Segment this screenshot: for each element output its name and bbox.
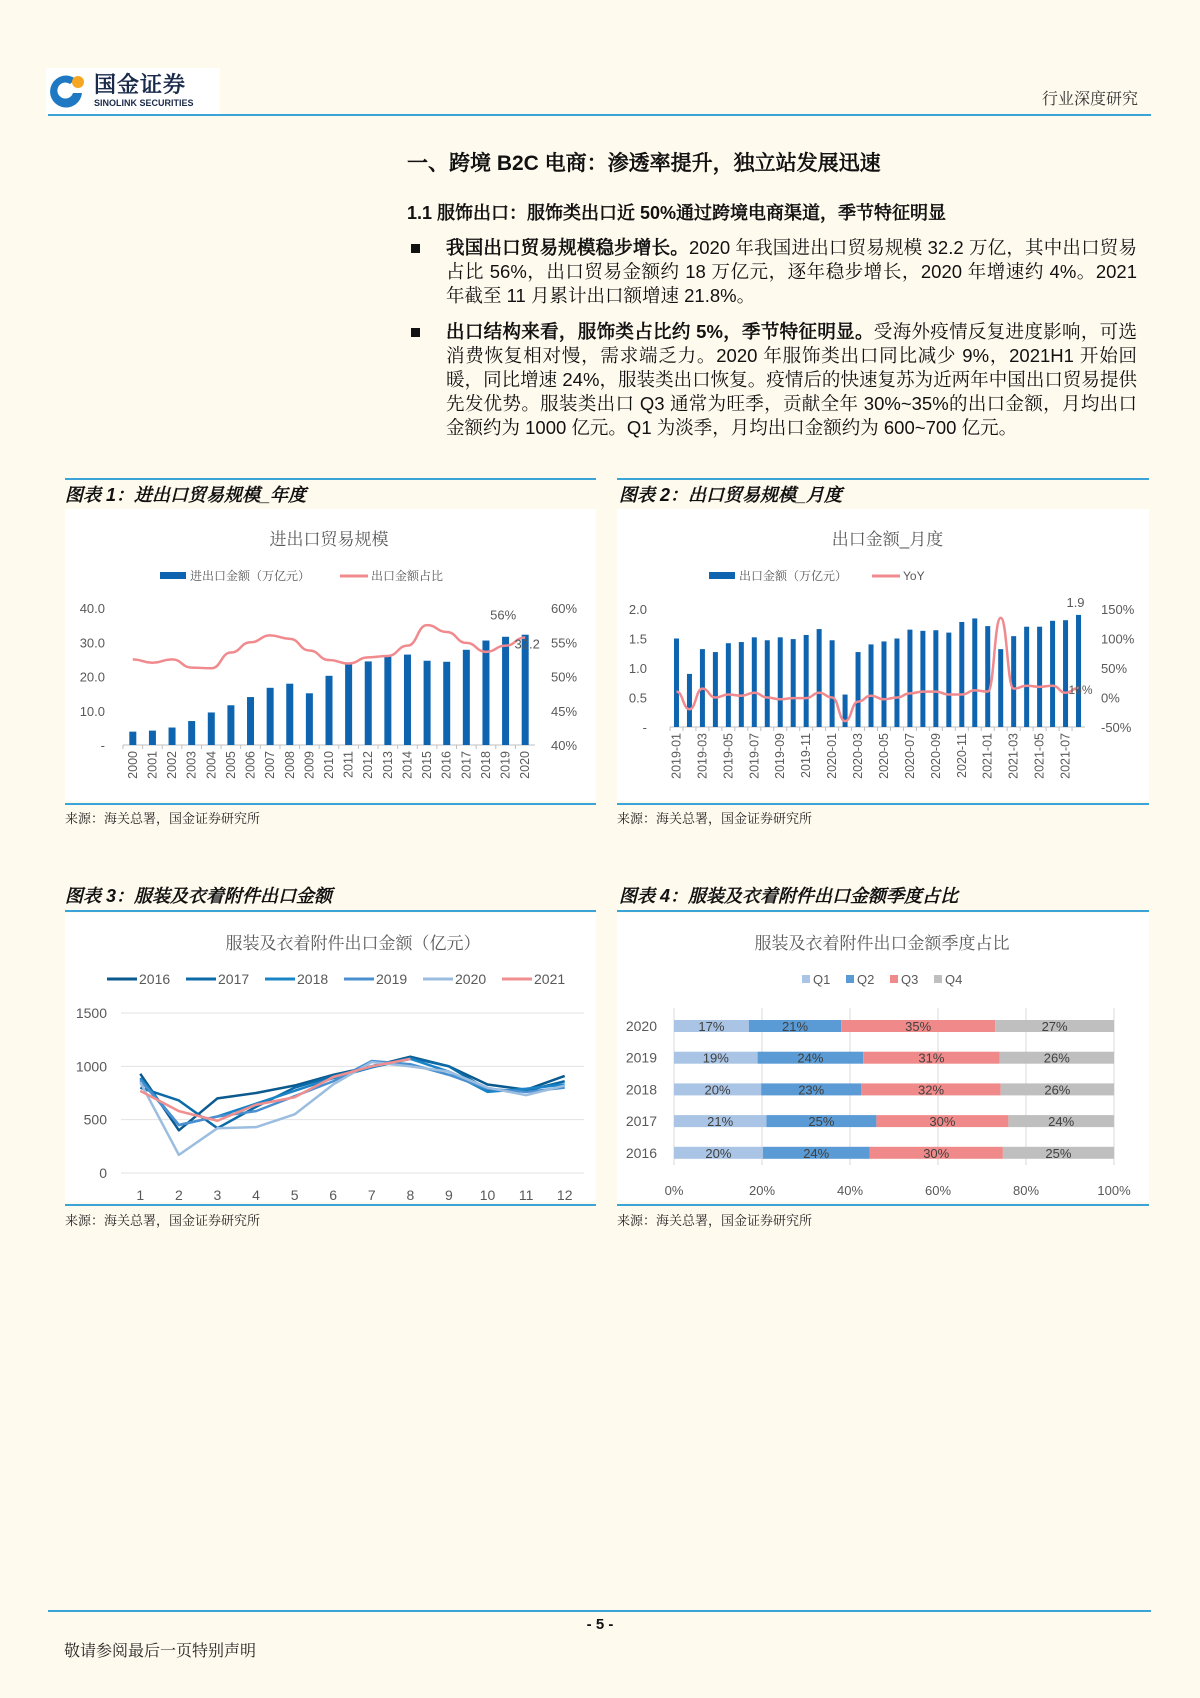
- data-label: 30%: [923, 1145, 950, 1161]
- bar: [188, 721, 195, 745]
- bullet-lead: 出口结构来看，服饰类占比约 5%，季节特征明显。: [446, 321, 874, 342]
- legend-label: 出口金额（万亿元）: [739, 569, 848, 583]
- y2-tick-label: 150%: [1101, 602, 1135, 617]
- bar: [384, 657, 391, 745]
- bullet-lead: 我国出口贸易规模稳步增长。: [446, 237, 689, 258]
- bar: [424, 661, 431, 745]
- y-tick-label: 30.0: [79, 635, 105, 651]
- x-tick-label: 2000: [125, 751, 140, 779]
- bar: [674, 639, 679, 728]
- figure-1-chart: [65, 509, 596, 801]
- bar: [946, 633, 951, 727]
- bar: [830, 640, 835, 727]
- bar: [1024, 627, 1029, 727]
- bar: [443, 662, 450, 745]
- y2-tick-label: 50%: [1101, 661, 1128, 676]
- figure-3-label: 图表 3：服装及衣着附件出口金额: [65, 886, 333, 906]
- bar: [920, 631, 925, 727]
- figure-1-top-rule: [65, 478, 596, 480]
- logo-mark-icon: [48, 71, 88, 111]
- bar: [208, 712, 215, 745]
- x-tick-label: 2020-11: [954, 733, 969, 778]
- legend-label: 2021: [534, 971, 566, 987]
- data-label: 20%: [705, 1145, 732, 1161]
- x-tick-label: 2020-09: [928, 733, 943, 779]
- figure-4-label: 图表 4：服装及衣着附件出口金额季度占比: [619, 886, 959, 906]
- x-tick-label: 2019-03: [695, 733, 710, 779]
- y-tick-label: 2019: [625, 1049, 657, 1066]
- y2-tick-label: 40%: [551, 738, 578, 753]
- x-tick-label: 0%: [664, 1183, 684, 1198]
- x-tick-label: 2007: [263, 751, 278, 779]
- bar: [247, 697, 254, 745]
- series-line-2018: [140, 1059, 564, 1125]
- bar: [1076, 615, 1081, 727]
- y-tick-label: 2017: [625, 1113, 657, 1130]
- bar: [726, 643, 731, 727]
- legend-label: 2016: [139, 971, 171, 987]
- figure-2-chart: [617, 509, 1149, 801]
- y-tick-label: 20.0: [79, 669, 105, 685]
- x-tick-label: 2020-05: [876, 733, 891, 779]
- x-tick-label: 9: [445, 1187, 453, 1202]
- data-label: 20%: [704, 1082, 731, 1098]
- data-label: 16%: [1068, 683, 1093, 698]
- bar: [463, 650, 470, 745]
- y-tick-label: 1500: [75, 1005, 107, 1021]
- figure-3-top-rule: [65, 910, 596, 912]
- x-tick-label: 2013: [380, 751, 395, 779]
- report-type: 行业深度研究: [1041, 89, 1138, 108]
- figure-1-bottom-rule: [65, 803, 596, 805]
- data-label: 32%: [918, 1082, 945, 1098]
- chart-2-svg: [617, 509, 1149, 801]
- data-label: 26%: [1043, 1050, 1070, 1066]
- bar: [129, 732, 136, 745]
- bar: [765, 640, 770, 727]
- y-tick-label: 1.5: [628, 631, 647, 647]
- x-tick-label: 3: [213, 1187, 222, 1202]
- figure-2-bottom-rule: [617, 803, 1149, 805]
- figure-2-top-rule: [617, 478, 1149, 480]
- x-tick-label: 2020: [518, 751, 533, 779]
- y-tick-label: 2020: [625, 1018, 657, 1034]
- x-tick-label: 1: [136, 1187, 145, 1202]
- data-label: 31%: [918, 1050, 945, 1066]
- x-tick-label: 6: [329, 1187, 338, 1202]
- x-tick-label: 40%: [836, 1183, 864, 1198]
- bar: [752, 637, 757, 727]
- bar: [998, 649, 1003, 727]
- bar: [959, 622, 964, 727]
- x-tick-label: 2019-11: [799, 733, 814, 778]
- x-tick-label: 11: [518, 1187, 534, 1202]
- legend-label: 2018: [297, 971, 329, 987]
- section-title: 一、跨境 B2C 电商：渗透率提升，独立站发展迅速: [407, 152, 881, 175]
- y-tick-label: 2016: [625, 1144, 657, 1161]
- y-tick-label: 40.0: [79, 601, 105, 616]
- bullet-text: 2020 年我国进出口贸易规模 32.2 万亿，其中出口贸易占比 56%，出口贸易金额约 18 万亿元，逐年稳步增长，2020 年增速约 4%。2021 年截至 11 月累计出口额增速 21.8%。: [446, 237, 1137, 306]
- x-tick-label: 2001: [145, 751, 160, 779]
- bar: [286, 684, 293, 745]
- data-label: 1.9: [1066, 594, 1085, 610]
- y2-tick-label: 50%: [551, 669, 578, 685]
- bar: [326, 676, 333, 745]
- y2-tick-label: 100%: [1101, 631, 1135, 647]
- x-tick-label: 12: [556, 1187, 573, 1202]
- data-label: 24%: [1048, 1114, 1075, 1130]
- x-tick-label: 2020-03: [851, 733, 866, 779]
- figure-3-source: 来源：海关总署，国金证券研究所: [65, 1213, 261, 1228]
- x-tick-label: 2019-01: [669, 733, 684, 779]
- y2-tick-label: 60%: [551, 601, 578, 616]
- figure-3-bottom-rule: [65, 1204, 596, 1206]
- x-tick-label: 2019-05: [721, 733, 736, 779]
- bar: [972, 618, 977, 727]
- x-tick-label: 2019-09: [773, 733, 788, 779]
- data-label: 25%: [808, 1114, 835, 1130]
- bar: [778, 637, 783, 727]
- chart-4-svg: [617, 913, 1149, 1202]
- bar: [169, 728, 176, 745]
- x-tick-label: 2021-07: [1058, 733, 1073, 779]
- x-tick-label: 2012: [361, 751, 376, 779]
- x-tick-label: 2002: [165, 751, 180, 779]
- x-tick-label: 4: [252, 1187, 260, 1202]
- bar: [856, 652, 861, 727]
- chart-title: 进出口贸易规模: [269, 530, 389, 549]
- disclaimer-text: 敬请参阅最后一页特别声明: [64, 1641, 257, 1660]
- bar: [482, 641, 489, 745]
- bar: [227, 705, 234, 745]
- figure-4-top-rule: [617, 910, 1149, 912]
- bullet-square-icon: [411, 328, 420, 337]
- x-tick-label: 2021-01: [980, 733, 995, 779]
- bar: [894, 639, 899, 728]
- x-tick-label: 2019: [498, 751, 513, 779]
- bar: [907, 630, 912, 727]
- x-tick-label: 10: [479, 1187, 496, 1202]
- legend-label: 2019: [376, 971, 408, 987]
- data-label: 17%: [698, 1019, 725, 1034]
- x-tick-label: 2021-05: [1032, 733, 1047, 779]
- x-tick-label: 7: [367, 1187, 376, 1202]
- legend-label: Q3: [901, 972, 919, 987]
- data-label: 27%: [1041, 1019, 1068, 1034]
- x-tick-label: 2005: [223, 751, 238, 779]
- bar: [365, 661, 372, 745]
- x-tick-label: 2: [174, 1187, 183, 1202]
- y-tick-label: 10.0: [79, 703, 105, 719]
- header-divider: [48, 114, 1151, 116]
- bullet-text: 受海外疫情反复进度影响，可选消费恢复相对慢，需求端乏力。2020 年服饰类出口同比减少 9%，2021H1 开始回暖，同比增速 24%，服装类出口恢复。疫情后的快速复苏为近两年中国出口贸易提供先发优势。服装类出口 Q3 通常为旺季，贡献全年 30%~35%的出口金额，月均出口金额约为 1000 亿元。Q1 为淡季，月均出口金额约为 600~700 亿元。: [446, 321, 1137, 438]
- data-label: 32.2: [514, 636, 540, 652]
- page-number: - 5 -: [586, 1616, 614, 1633]
- x-tick-label: 2011: [341, 751, 356, 778]
- footer-divider: [48, 1610, 1151, 1612]
- x-tick-label: 2021-03: [1006, 733, 1021, 779]
- y2-tick-label: -50%: [1101, 720, 1132, 735]
- y-tick-label: 2018: [625, 1081, 657, 1098]
- figure-3-chart: [65, 913, 596, 1202]
- data-label: 25%: [1045, 1145, 1072, 1161]
- bar: [149, 731, 156, 745]
- data-label: 35%: [905, 1019, 932, 1034]
- legend-swatch: [890, 975, 898, 983]
- legend-label: Q2: [857, 972, 875, 987]
- x-tick-label: 8: [406, 1187, 415, 1202]
- sinolink-logo: [46, 68, 220, 114]
- bullet-square-icon: [411, 244, 420, 253]
- y-tick-label: 0: [99, 1165, 107, 1181]
- bar: [804, 635, 809, 727]
- y-tick-label: 0.5: [628, 690, 647, 706]
- data-label: 24%: [803, 1145, 830, 1161]
- y-tick-label: -: [100, 738, 105, 753]
- legend-swatch: [934, 975, 942, 983]
- x-tick-label: 2018: [478, 751, 493, 779]
- x-tick-label: 20%: [748, 1183, 776, 1198]
- y2-tick-label: 0%: [1101, 690, 1120, 706]
- legend-label: Q4: [945, 972, 963, 987]
- bullet-paragraph-1: [407, 236, 1137, 308]
- series-line: [676, 618, 1078, 721]
- bar: [267, 688, 274, 745]
- bar: [817, 629, 822, 727]
- bar: [502, 637, 509, 745]
- x-tick-label: 2004: [204, 751, 219, 779]
- chart-1-svg: [65, 509, 596, 801]
- figure-2-source: 来源：海关总署，国金证券研究所: [617, 811, 813, 826]
- data-label: 56%: [490, 607, 517, 623]
- bar: [1050, 621, 1055, 727]
- y2-tick-label: 45%: [551, 703, 578, 719]
- data-label: 26%: [1044, 1082, 1071, 1098]
- bar: [739, 642, 744, 727]
- data-label: 30%: [929, 1114, 956, 1130]
- x-tick-label: 100%: [1097, 1183, 1131, 1198]
- x-tick-label: 2020-01: [825, 733, 840, 779]
- bar: [985, 626, 990, 727]
- chart-title: 出口金额_月度: [831, 530, 944, 549]
- legend-label: 出口金额占比: [371, 569, 444, 583]
- chart-3-svg: [65, 913, 596, 1202]
- x-tick-label: 2009: [302, 751, 317, 779]
- x-tick-label: 2008: [282, 751, 297, 779]
- legend-swatch: [846, 975, 854, 983]
- y-tick-label: 1.0: [628, 661, 647, 676]
- bar: [687, 674, 692, 727]
- bullet-paragraph-2: [407, 320, 1137, 440]
- x-tick-label: 2010: [322, 751, 336, 779]
- figure-1-source: 来源：海关总署，国金证券研究所: [65, 811, 261, 826]
- x-tick-label: 2016: [439, 751, 454, 779]
- figure-4-chart: [617, 913, 1149, 1202]
- y-tick-label: -: [642, 720, 647, 735]
- data-label: 23%: [798, 1082, 825, 1098]
- data-label: 24%: [797, 1050, 824, 1066]
- bar: [1011, 636, 1016, 727]
- data-label: 21%: [781, 1019, 809, 1034]
- logo-en-text: SINOLINK SECURITIES: [94, 98, 194, 108]
- bar: [404, 655, 411, 745]
- bar: [713, 652, 718, 727]
- y2-tick-label: 55%: [551, 635, 578, 651]
- x-tick-label: 2019-07: [747, 733, 762, 779]
- x-tick-label: 5: [290, 1187, 299, 1202]
- x-tick-label: 2017: [459, 751, 474, 779]
- bar: [791, 639, 796, 727]
- y-tick-label: 1000: [75, 1058, 107, 1075]
- x-tick-label: 2020-07: [902, 733, 917, 779]
- legend-label: 进出口金额（万亿元）: [190, 569, 311, 583]
- bar: [933, 630, 938, 727]
- x-tick-label: 2003: [184, 751, 199, 779]
- data-label: 21%: [707, 1114, 734, 1130]
- x-tick-label: 80%: [1012, 1183, 1040, 1198]
- x-tick-label: 2015: [420, 751, 435, 779]
- logo-cn-text: 国金证券: [94, 72, 187, 97]
- x-tick-label: 60%: [924, 1183, 952, 1198]
- bar: [869, 644, 874, 727]
- bar: [306, 693, 313, 745]
- section-subtitle: 1.1 服饰出口：服饰类出口近 50%通过跨境电商渠道，季节特征明显: [407, 203, 947, 223]
- bar: [345, 664, 352, 745]
- chart-title: 服装及衣着附件出口金额季度占比: [754, 934, 1010, 953]
- bar: [1063, 620, 1068, 727]
- legend-label: Q1: [813, 972, 831, 987]
- bar: [1037, 627, 1042, 727]
- figure-1-label: 图表 1：进出口贸易规模_年度: [65, 485, 307, 505]
- legend-bar-swatch: [709, 572, 735, 579]
- legend-bar-swatch: [160, 572, 186, 579]
- figure-4-source: 来源：海关总署，国金证券研究所: [617, 1213, 813, 1228]
- y-tick-label: 500: [83, 1111, 107, 1128]
- chart-title: 服装及衣着附件出口金额（亿元）: [225, 934, 481, 953]
- figure-4-bottom-rule: [617, 1204, 1149, 1206]
- legend-label: 2017: [218, 971, 250, 987]
- data-label: 19%: [702, 1050, 729, 1066]
- x-tick-label: 2014: [400, 751, 415, 779]
- bar: [881, 641, 886, 727]
- figure-2-label: 图表 2：出口贸易规模_月度: [619, 485, 843, 505]
- legend-label: YoY: [903, 569, 925, 583]
- legend-swatch: [802, 975, 810, 983]
- x-tick-label: 2006: [243, 751, 258, 779]
- y-tick-label: 2.0: [628, 602, 647, 617]
- legend-label: 2020: [455, 971, 487, 987]
